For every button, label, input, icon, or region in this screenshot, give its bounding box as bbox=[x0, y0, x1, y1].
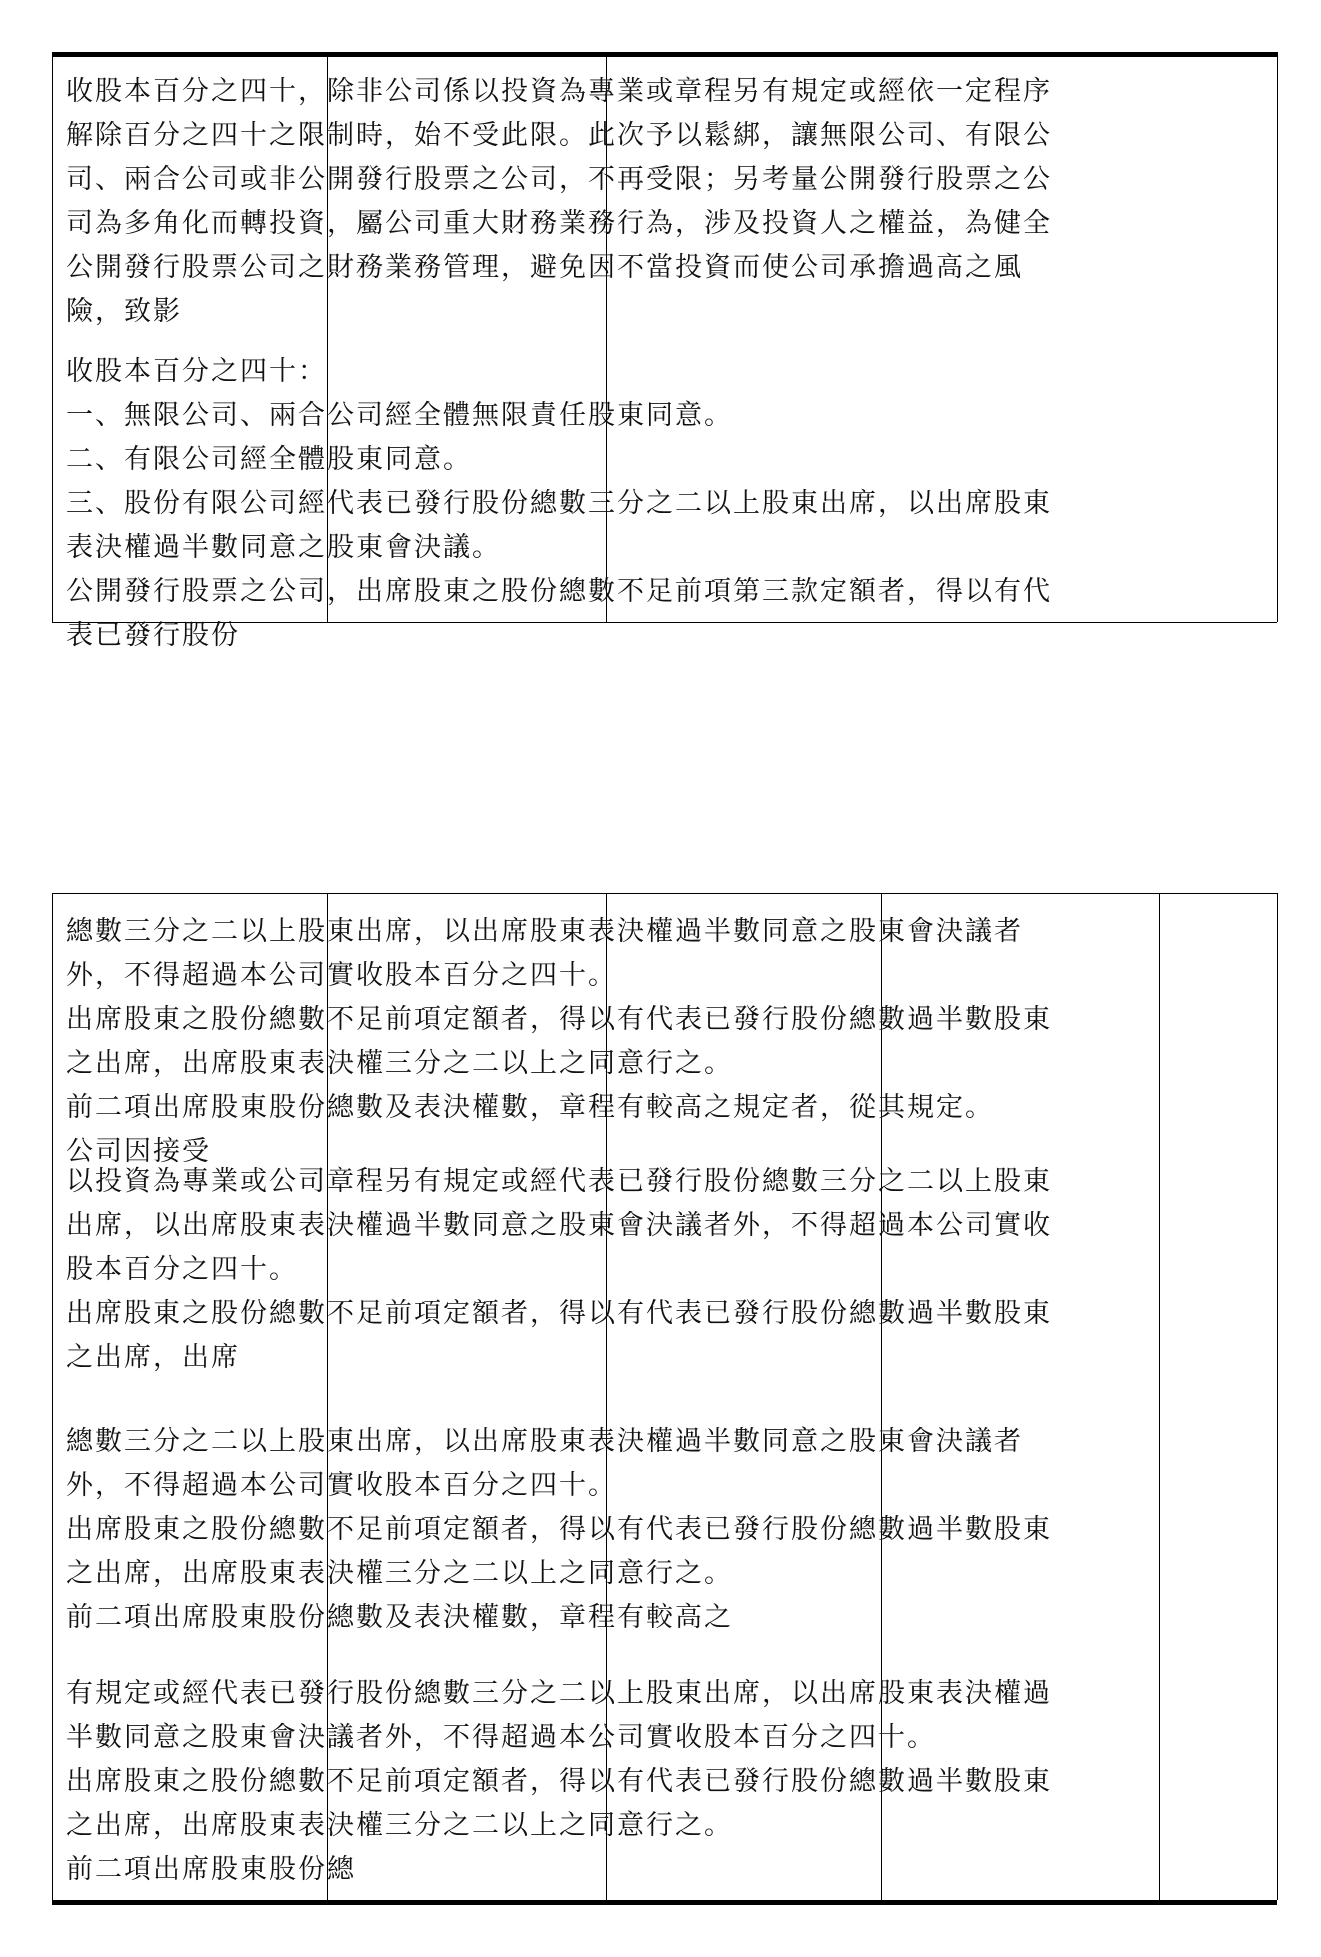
cell-text: 有規定或經代表已發行股份總數三分之二以上股東出席，以出席股東表決權過半數同意之股東會決議者外，不得超過本公司實收股本百分之四十。 出席股東之股份總數不足前項定額者，得以有代表已發行股份總數過半數股東之出席，出席股東表決權三分之二以上之同意行之。 前二項出席股東股份總 bbox=[66, 1678, 1052, 1885]
table-cell-bottom-4 bbox=[58, 900, 1068, 1167]
column-divider bbox=[1159, 893, 1160, 1900]
column-divider bbox=[1277, 52, 1278, 622]
cell-text: 以投資為專業或公司章程另有規定或經代表已發行股份總數三分之二以上股東出席，以出席股東表決權過半數同意之股東會決議者外，不得超過本公司實收股本百分之四十。 出席股東之股份總數不足前項定額者，得以有代表已發行股份總數過半數股東之出席，出席 bbox=[66, 1166, 1052, 1373]
table-cell-bottom-2 bbox=[58, 1410, 1068, 1642]
bottom-border-rule bbox=[52, 52, 1277, 57]
table-cell-bottom-3 bbox=[58, 1150, 1068, 1390]
table-cell-top-2 bbox=[58, 60, 1068, 330]
bottom-row-top-rule bbox=[52, 893, 1277, 894]
cell-text: 總數三分之二以上股東出席，以出席股東表決權過半數同意之股東會決議者外，不得超過本公司實收股本百分之四十。 出席股東之股份總數不足前項定額者，得以有代表已發行股份總數過半數股東之出席，出席股東表決權三分之二以上之同意行之。 前二項出席股東股份總數及表決權數，章程有較高之規定者，從其規定。 公司因接受 bbox=[66, 916, 1052, 1167]
column-divider bbox=[52, 52, 53, 622]
column-divider bbox=[52, 893, 53, 1900]
column-divider bbox=[1277, 893, 1278, 1900]
top-border-rule bbox=[52, 1900, 1277, 1905]
cell-text: 總數三分之二以上股東出席，以出席股東表決權過半數同意之股東會決議者外，不得超過本公司實收股本百分之四十。 出席股東之股份總數不足前項定額者，得以有代表已發行股份總數過半數股東之出席，出席股東表決權三分之二以上之同意行之。 前二項出席股東股份總數及表決權數，章程有較高之 bbox=[66, 1426, 1052, 1633]
cell-text: 收股本百分之四十，除非公司係以投資為專業或章程另有規定或經依一定程序解除百分之四十之限制時，始不受此限。此次予以鬆綁，讓無限公司、有限公司、兩合公司或非公開發行股票之公司，不再受限；另考量公開發行股票之公司為多角化而轉投資，屬公司重大財務業務行為，涉及投資人之權益，為健全公開發行股票公司之財務業務管理，避免因不當投資而使公司承擔過高之風險，致影 bbox=[66, 76, 1052, 327]
table-cell-top-1 bbox=[58, 340, 1068, 651]
cell-text: 收股本百分之四十： 一、無限公司、兩合公司經全體無限責任股東同意。 二、有限公司經全體股東同意。 三、股份有限公司經代表已發行股份總數三分之二以上股東出席，以出席股東表決權過半數同意之股東會決議。 公開發行股票之公司，出席股東之股份總數不足前項第三款定額者，得以有代表已發行股份 bbox=[66, 356, 1052, 651]
table-cell-bottom-1 bbox=[58, 1662, 1068, 1894]
